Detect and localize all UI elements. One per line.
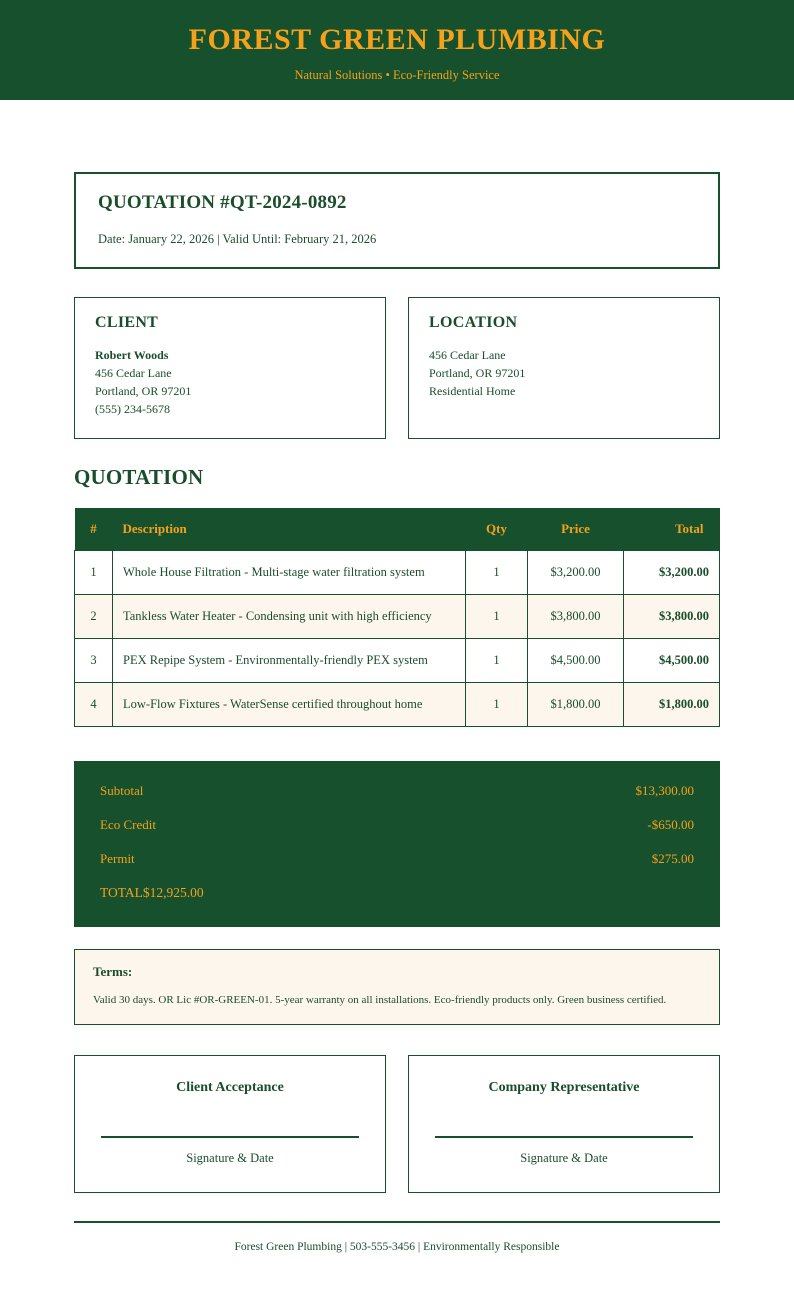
eco-credit-label: Eco Credit — [100, 817, 156, 832]
column-header-total: Total — [624, 508, 720, 551]
row-price: $4,500.00 — [528, 639, 624, 683]
row-index: 4 — [75, 683, 113, 727]
row-price: $3,200.00 — [528, 551, 624, 595]
quotation-number-title: QUOTATION #QT-2024-0892 — [98, 192, 347, 213]
row-qty: 1 — [466, 639, 528, 683]
row-qty: 1 — [466, 551, 528, 595]
permit-label: Permit — [100, 851, 135, 866]
document-sheet — [0, 100, 794, 1293]
client-box — [74, 297, 386, 439]
quotation-items-table — [74, 508, 720, 727]
row-description: Whole House Filtration - Multi-stage water filtration system — [113, 551, 466, 595]
eco-credit-value: -$650.00 — [647, 817, 694, 832]
footer-text: Forest Green Plumbing | 503-555-3456 | Environmentally Responsible — [234, 1241, 560, 1253]
items-table-body — [75, 551, 720, 727]
row-price: $1,800.00 — [528, 683, 624, 727]
client-address-line-2: Portland, OR 97201 — [95, 384, 192, 398]
column-header-qty: Qty — [466, 508, 528, 551]
terms-title: Terms: — [93, 964, 133, 979]
location-heading: LOCATION — [429, 314, 518, 331]
items-header-row — [75, 508, 720, 551]
company-signature-line[interactable] — [435, 1136, 693, 1138]
client-signature-box[interactable] — [74, 1055, 386, 1193]
subtotal-value: $13,300.00 — [635, 783, 694, 798]
column-header-price: Price — [528, 508, 624, 551]
row-qty: 1 — [466, 595, 528, 639]
eco-credit-row — [100, 817, 694, 833]
client-heading: CLIENT — [95, 314, 159, 331]
row-total: $3,800.00 — [624, 595, 720, 639]
table-row — [75, 683, 720, 727]
footer-divider — [74, 1221, 720, 1223]
company-signature-caption: Signature & Date — [520, 1151, 608, 1165]
location-box — [408, 297, 720, 439]
location-type: Residential Home — [429, 384, 516, 398]
client-phone: (555) 234-5678 — [95, 402, 170, 416]
location-address-line-2: Portland, OR 97201 — [429, 366, 526, 380]
quotation-dates: Date: January 22, 2026 | Valid Until: February 21, 2026 — [98, 232, 377, 246]
company-signature-title: Company Representative — [488, 1080, 640, 1095]
company-name: FOREST GREEN PLUMBING — [188, 23, 606, 56]
row-index: 3 — [75, 639, 113, 683]
subtotal-label: Subtotal — [100, 783, 144, 798]
company-signature-box[interactable] — [408, 1055, 720, 1193]
quotation-header-box — [74, 172, 720, 269]
signature-row — [74, 1055, 720, 1193]
permit-row — [100, 851, 694, 867]
row-qty: 1 — [466, 683, 528, 727]
column-header-description: Description — [113, 508, 466, 551]
client-address-line-1: 456 Cedar Lane — [95, 366, 172, 380]
totals-panel — [74, 761, 720, 927]
row-total: $3,200.00 — [624, 551, 720, 595]
client-signature-line[interactable] — [101, 1136, 359, 1138]
top-spacer — [74, 100, 720, 172]
company-tagline: Natural Solutions • Eco-Friendly Service — [294, 68, 500, 82]
terms-body: Valid 30 days. OR Lic #OR-GREEN-01. 5-year warranty on all installations. Eco-friendly products only. Green business certified. — [93, 994, 667, 1006]
table-row — [75, 595, 720, 639]
row-index: 1 — [75, 551, 113, 595]
client-signature-title: Client Acceptance — [176, 1080, 284, 1095]
items-table-head — [75, 508, 720, 551]
page-masthead — [0, 0, 794, 100]
row-index: 2 — [75, 595, 113, 639]
table-row — [75, 639, 720, 683]
column-header-index: # — [75, 508, 113, 551]
table-row — [75, 551, 720, 595]
client-name: Robert Woods — [95, 348, 169, 362]
subtotal-row — [100, 783, 694, 799]
permit-value: $275.00 — [651, 851, 694, 866]
items-section-title: QUOTATION — [74, 465, 204, 489]
info-boxes-row — [74, 297, 720, 439]
grand-total-row: TOTAL$12,925.00 — [100, 885, 204, 900]
row-price: $3,800.00 — [528, 595, 624, 639]
location-address-line-1: 456 Cedar Lane — [429, 348, 506, 362]
row-description: Tankless Water Heater - Condensing unit with high efficiency — [113, 595, 466, 639]
row-description: PEX Repipe System - Environmentally-friendly PEX system — [113, 639, 466, 683]
client-signature-caption: Signature & Date — [186, 1151, 274, 1165]
terms-box — [74, 949, 720, 1025]
row-total: $4,500.00 — [624, 639, 720, 683]
row-description: Low-Flow Fixtures - WaterSense certified throughout home — [113, 683, 466, 727]
row-total: $1,800.00 — [624, 683, 720, 727]
